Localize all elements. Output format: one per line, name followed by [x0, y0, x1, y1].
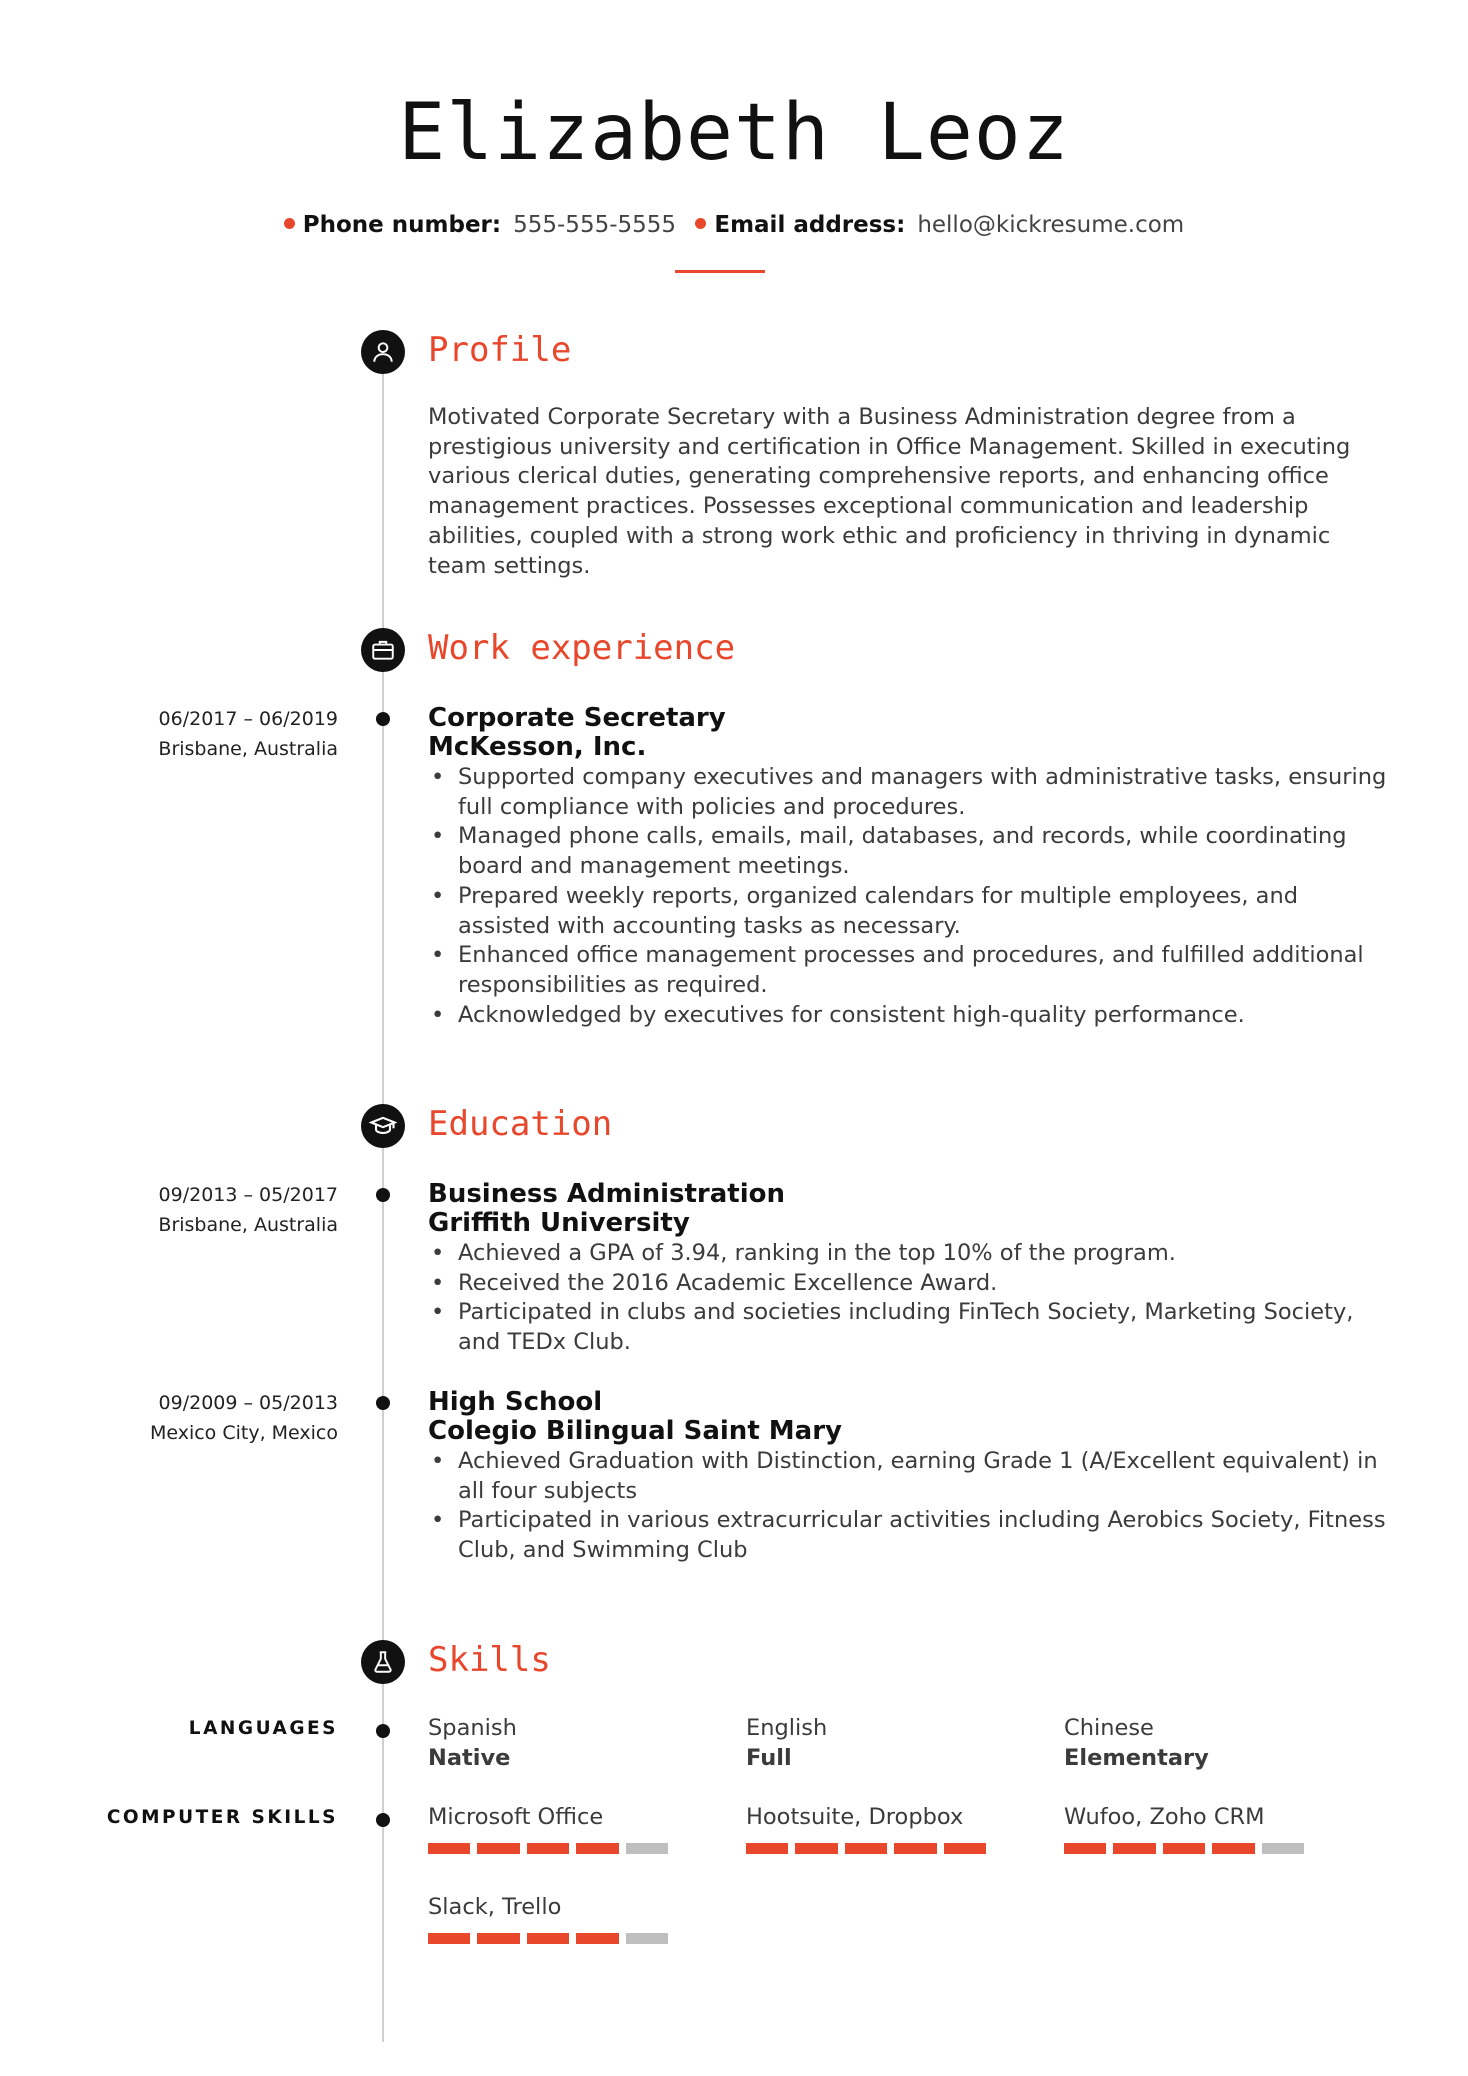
rating-segment: [428, 1843, 470, 1854]
education-meta: [40, 1180, 338, 1240]
language-level: Elementary: [1064, 1744, 1209, 1771]
timeline-dot: [376, 1188, 390, 1202]
flask-icon: [361, 1640, 405, 1684]
education-bullets: [428, 1239, 1388, 1358]
rating-segment: [1113, 1843, 1155, 1854]
work-bullets: [428, 763, 1388, 1030]
list-item: • Received the 2016 Academic Excellence Award.: [428, 1269, 1388, 1299]
skill-name: Wufoo, Zoho CRM: [1064, 1804, 1265, 1830]
phone-value: 555-555-5555: [513, 212, 677, 238]
email-label: Email address:: [714, 212, 906, 238]
section-title-skills: Skills: [428, 1640, 551, 1680]
list-item: • Supported company executives and managers with administrative tasks, ensuring full compliance with policies and procedures.: [428, 763, 1388, 822]
job-title: Corporate Secretary: [428, 703, 726, 733]
computer-skills-label: COMPUTER SKILLS: [106, 1807, 338, 1828]
list-item: • Achieved Graduation with Distinction, earning Grade 1 (A/Excellent equivalent) in all four subjects: [428, 1447, 1388, 1506]
bullet-dot-icon: [695, 218, 706, 229]
school-name: Colegio Bilingual Saint Mary: [428, 1416, 842, 1446]
rating-segment: [1262, 1843, 1304, 1854]
skill-name: Microsoft Office: [428, 1804, 604, 1830]
skill-rating-bar: [428, 1843, 668, 1854]
rating-segment: [1064, 1843, 1106, 1854]
education-entry: [428, 1180, 1388, 1358]
work-dates: 06/2017 – 06/2019: [158, 708, 338, 730]
rating-segment: [746, 1843, 788, 1854]
rating-segment: [477, 1843, 519, 1854]
language-item: [1064, 1714, 1304, 1773]
candidate-name: Elizabeth Leoz: [398, 88, 1070, 178]
section-title-education: Education: [428, 1104, 613, 1144]
education-entry: [428, 1388, 1388, 1566]
timeline-dot: [376, 712, 390, 726]
computer-skill-item: [428, 1893, 668, 1944]
timeline-dot: [376, 1396, 390, 1410]
company-name: McKesson, Inc.: [428, 732, 647, 762]
phone-label: Phone number:: [302, 212, 502, 238]
list-item: • Achieved a GPA of 3.94, ranking in the top 10% of the program.: [428, 1239, 1388, 1269]
education-location: Brisbane, Australia: [158, 1214, 338, 1236]
person-icon: [361, 330, 405, 374]
skill-name: Hootsuite, Dropbox: [746, 1804, 964, 1830]
section-title-profile: Profile: [428, 330, 572, 370]
computer-skill-item: [1064, 1803, 1304, 1854]
section-title-work: Work experience: [428, 628, 736, 668]
rating-segment: [1212, 1843, 1254, 1854]
graduation-cap-icon: [361, 1104, 405, 1148]
timeline-dot: [376, 1724, 390, 1738]
language-level: Full: [746, 1744, 792, 1771]
list-item: • Acknowledged by executives for consistent high-quality performance.: [428, 1001, 1388, 1031]
rating-segment: [576, 1933, 618, 1944]
email-value: hello@kickresume.com: [917, 212, 1185, 238]
computer-skill-item: [746, 1803, 986, 1854]
language-name: English: [746, 1715, 828, 1741]
education-bullets: [428, 1447, 1388, 1566]
work-location: Brisbane, Australia: [158, 738, 338, 760]
education-location: Mexico City, Mexico: [149, 1422, 338, 1444]
education-dates: 09/2013 – 05/2017: [158, 1184, 338, 1206]
briefcase-icon: [361, 628, 405, 672]
work-meta: [40, 704, 338, 764]
language-item: [428, 1714, 668, 1773]
degree-title: High School: [428, 1387, 603, 1417]
computer-skill-item: [428, 1803, 668, 1854]
work-entry: [428, 704, 1388, 1030]
languages-label: LANGUAGES: [188, 1718, 338, 1739]
rating-segment: [428, 1933, 470, 1944]
list-item: • Participated in various extracurricular activities including Aerobics Society, Fitness Club, and Swimming Club: [428, 1506, 1388, 1565]
rating-segment: [576, 1843, 618, 1854]
bullet-dot-icon: [284, 218, 295, 229]
skill-rating-bar: [1064, 1843, 1304, 1854]
rating-segment: [477, 1933, 519, 1944]
language-level: Native: [428, 1744, 511, 1771]
degree-title: Business Administration: [428, 1179, 786, 1209]
language-name: Chinese: [1064, 1715, 1154, 1741]
school-name: Griffith University: [428, 1208, 690, 1238]
language-name: Spanish: [428, 1715, 517, 1741]
skill-rating-bar: [746, 1843, 986, 1854]
education-meta: [40, 1388, 338, 1448]
skill-rating-bar: [428, 1933, 668, 1944]
contact-line: [0, 212, 1468, 238]
rating-segment: [894, 1843, 936, 1854]
rating-segment: [626, 1843, 668, 1854]
rating-segment: [795, 1843, 837, 1854]
language-item: [746, 1714, 986, 1773]
list-item: • Managed phone calls, emails, mail, databases, and records, while coordinating board and management meetings.: [428, 822, 1388, 881]
profile-summary: Motivated Corporate Secretary with a Business Administration degree from a prestigious university and certification in Office Management. Skilled in executing various clerical duties, generating comprehensive reports, and enhancing office management practices. Possesses exceptional communication and leadership abilities, coupled with a strong work ethic and proficiency in thriving in dynamic team settings.: [428, 404, 1351, 579]
list-item: • Enhanced office management processes and procedures, and fulfilled additional responsibilities as required.: [428, 941, 1388, 1000]
list-item: • Participated in clubs and societies including FinTech Society, Marketing Society, and TEDx Club.: [428, 1298, 1388, 1357]
list-item: • Prepared weekly reports, organized calendars for multiple employees, and assisted with accounting tasks as necessary.: [428, 882, 1388, 941]
skill-name: Slack, Trello: [428, 1894, 562, 1920]
rating-segment: [626, 1933, 668, 1944]
rating-segment: [845, 1843, 887, 1854]
header-divider: [675, 270, 765, 273]
rating-segment: [527, 1933, 569, 1944]
rating-segment: [1163, 1843, 1205, 1854]
timeline-dot: [376, 1813, 390, 1827]
rating-segment: [944, 1843, 986, 1854]
rating-segment: [527, 1843, 569, 1854]
education-dates: 09/2009 – 05/2013: [158, 1392, 338, 1414]
